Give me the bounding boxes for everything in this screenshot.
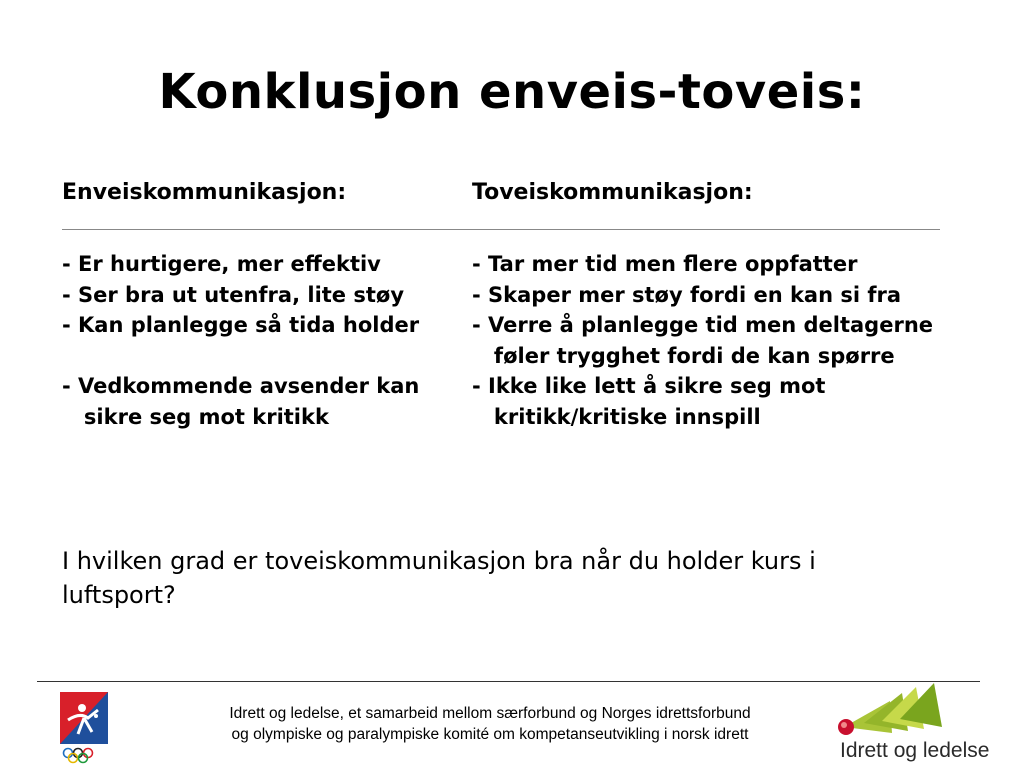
list-item: føler trygghet fordi de kan spørre	[472, 343, 895, 368]
footer-divider	[37, 681, 980, 682]
list-spacer	[62, 341, 419, 372]
nif-logo-icon	[58, 690, 110, 766]
list-item: - Kan planlegge så tida holder	[62, 313, 420, 337]
right-column-list	[472, 249, 933, 432]
left-column-list	[62, 249, 419, 432]
list-item: - Er hurtigere, mer effektiv	[62, 252, 381, 276]
heading-divider	[62, 229, 940, 230]
discussion-question: I hvilken grad er toveiskommunikasjon bra når du holder kurs i luftsport?	[62, 547, 816, 609]
footer-text	[120, 703, 860, 745]
idrett-og-ledelse-logo	[830, 683, 998, 768]
list-item: - Tar mer tid men flere oppfatter	[472, 252, 858, 276]
right-column-heading: Toveiskommunikasjon:	[472, 180, 753, 205]
brand-text: Idrett og ledelse	[840, 739, 990, 762]
list-item: - Skaper mer støy fordi en kan si fra	[472, 282, 902, 307]
list-item: sikre seg mot kritikk	[62, 404, 329, 429]
footer-line: og olympiske og paralympiske komité om kompetanseutvikling i norsk idrett	[231, 726, 749, 743]
fan-logo-icon	[830, 683, 998, 739]
list-item: - Verre å planlegge tid men deltagerne	[472, 313, 934, 337]
list-item: kritikk/kritiske innspill	[472, 404, 761, 429]
list-item: - Ikke like lett å sikre seg mot	[472, 374, 826, 398]
list-item: - Ser bra ut utenfra, lite støy	[62, 282, 405, 307]
left-column-heading: Enveiskommunikasjon:	[62, 180, 347, 205]
footer-line: Idrett og ledelse, et samarbeid mellom særforbund og Norges idrettsforbund	[229, 705, 751, 722]
slide-title: Konklusjon enveis-toveis:	[158, 64, 866, 120]
list-item: - Vedkommende avsender kan	[62, 374, 420, 398]
